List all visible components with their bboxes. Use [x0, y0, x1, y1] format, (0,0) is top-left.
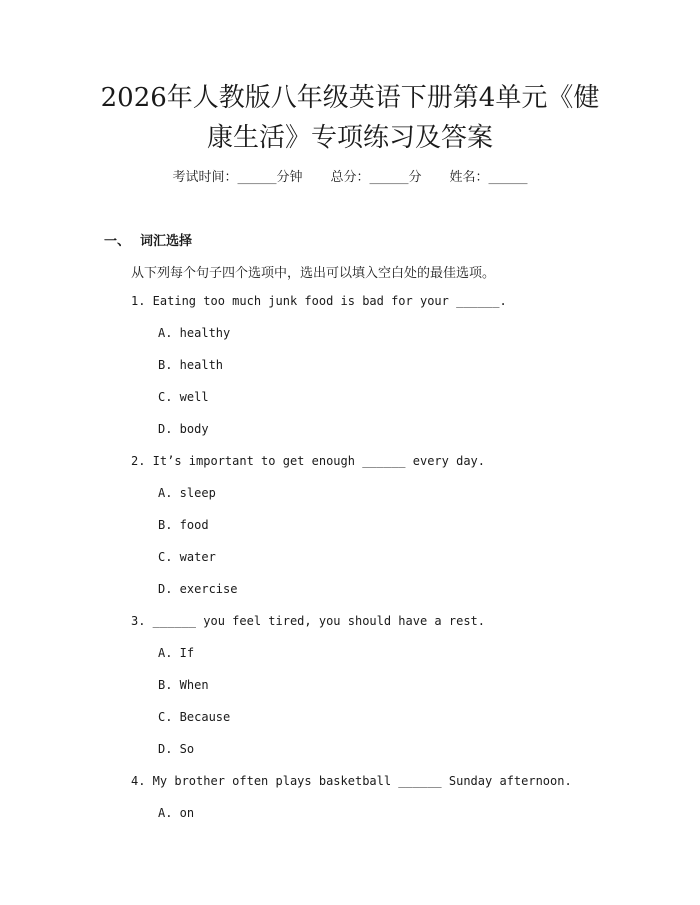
- section-instruction: 从下列每个句子四个选项中，选出可以填入空白处的最佳选项。: [131, 266, 496, 281]
- exam-time-field: 考试时间：______分钟: [172, 170, 303, 185]
- section-title: 词汇选择: [140, 234, 193, 249]
- question-2-option-c: C. water: [158, 550, 216, 564]
- name-field: 姓名：______: [449, 170, 528, 185]
- question-4: 4. My brother often plays basketball ______ Sunday afternoon.: [131, 774, 572, 788]
- question-1-option-c: C. well: [158, 390, 209, 404]
- question-1-option-d: D. body: [158, 422, 209, 436]
- question-2-option-a: A. sleep: [158, 486, 216, 500]
- section-number: 一、: [104, 234, 131, 249]
- question-2: 2. It’s important to get enough ______ every day.: [131, 454, 486, 468]
- question-3-option-d: D. So: [158, 742, 195, 756]
- question-3: 3. ______ you feel tired, you should have a rest.: [131, 614, 486, 628]
- question-1-option-a: A. healthy: [158, 326, 231, 340]
- exam-info: [0, 168, 700, 188]
- question-2-option-d: D. exercise: [158, 582, 238, 596]
- section-heading: [104, 230, 192, 249]
- title-line-1: 2026年人教版八年级英语下册第4单元《健: [100, 83, 600, 113]
- question-3-option-c: C. Because: [158, 710, 231, 724]
- title-line-2: 康生活》专项练习及答案: [206, 123, 493, 153]
- question-4-option-a: A. on: [158, 806, 195, 820]
- question-3-option-a: A. If: [158, 646, 195, 660]
- question-2-option-b: B. food: [158, 518, 209, 532]
- total-score-field: 总分：______分: [330, 170, 422, 185]
- question-1: 1. Eating too much junk food is bad for your ______.: [131, 294, 507, 308]
- question-3-option-b: B. When: [158, 678, 209, 692]
- document-title: [60, 78, 640, 158]
- question-1-option-b: B. health: [158, 358, 224, 372]
